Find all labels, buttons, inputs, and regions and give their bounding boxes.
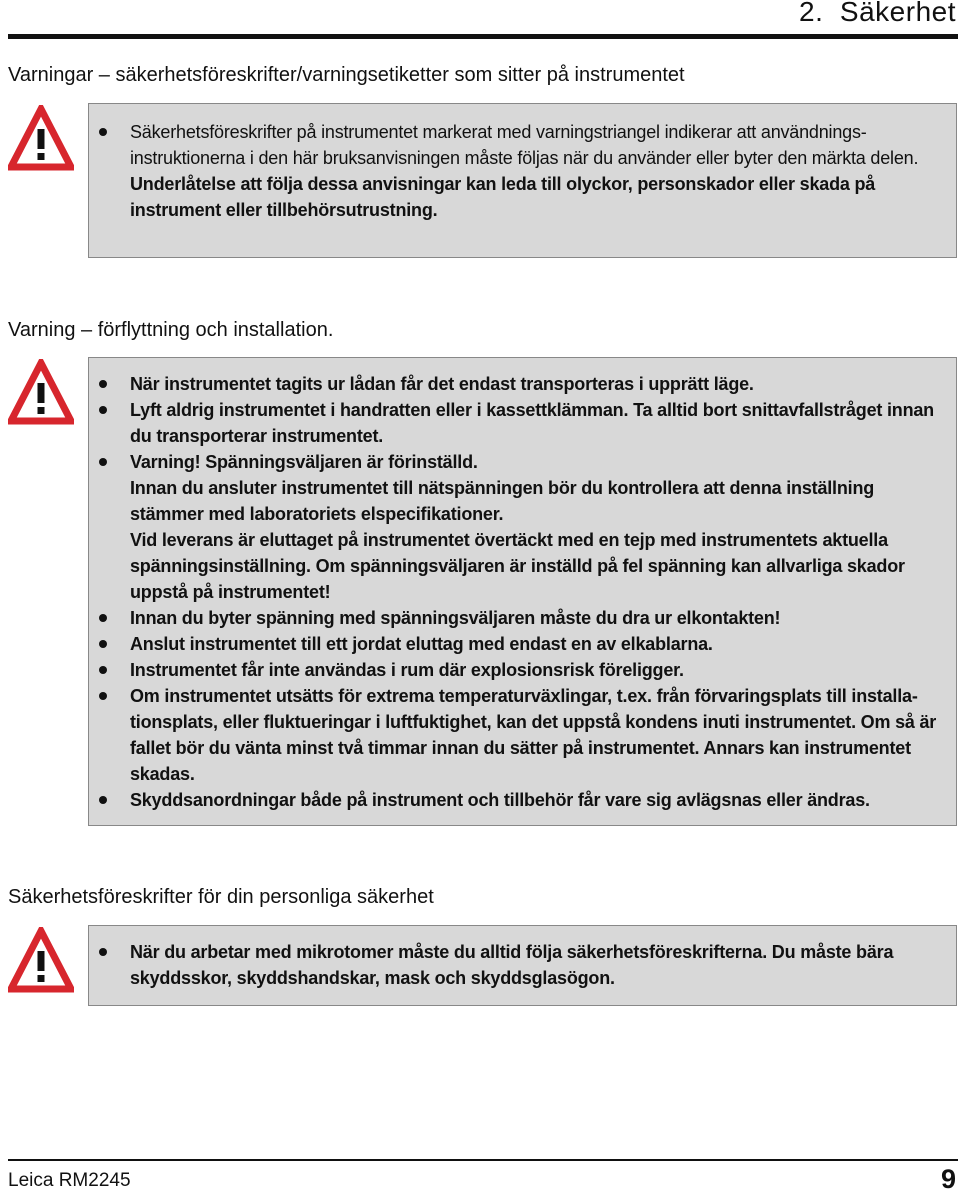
warning-list [89,371,956,813]
list-item: Vid leverans är eluttaget på instrumentet övertäckt med en tejp med instrumentets aktuella spänningsinställning. Om spänningsväljaren är inställd på fel spänning kan allvarliga skador uppstå på instrumentet! [130,530,905,602]
warning-triangle-icon [8,105,74,171]
section-heading: Säkerhetsföreskrifter för din personliga säkerhet [8,886,434,908]
warning-triangle-icon [8,927,74,993]
warning-list [89,119,956,223]
list-item: När du arbetar med mikrotomer måste du alltid följa säkerhetsföreskrifterna. Du måste bära skyddsskor, skyddshandskar, mask och skyddsglasögon. [89,939,956,991]
list-item: Innan du ansluter instrumentet till nätspänningen bör du kontrollera att denna inställning stämmer med laboratoriets elspecifikationer. [130,478,875,524]
list-item: Innan du byter spänning med spänningsväljaren måste du dra ur elkontakten! [89,605,956,631]
list-item: Varning! Spänningsväljaren är förinställd. [89,449,956,475]
list-item: Lyft aldrig instrumentet i handratten eller i kassettklämman. Ta alltid bort snittavfallstråget innan du transporterar instrumentet. [89,397,956,449]
footer-divider [8,1159,958,1161]
footer-product: Leica RM2245 [8,1170,131,1191]
list-item: Säkerhetsföreskrifter på instrumentet markerat med varningstriangel indikerar att användnings-instruktionerna i den här bruksanvisningen måste följas när du använder eller byter den märkta delen. [89,119,956,171]
list-item: Underlåtelse att följa dessa anvisningar kan leda till olyckor, personskador eller skada på instrument eller tillbehörsutrustning. [130,174,876,220]
chapter-title: 2. Säkerhet [799,0,956,27]
warning-box [88,925,957,1006]
warning-list [89,939,956,991]
warning-triangle-icon [8,359,74,425]
list-item: Anslut instrumentet till ett jordat eluttag med endast en av elkablarna. [89,631,956,657]
section-heading: Varningar – säkerhetsföreskrifter/varningsetiketter som sitter på instrumentet [8,64,685,86]
section-heading: Varning – förflyttning och installation. [8,319,334,341]
list-item: När instrumentet tagits ur lådan får det endast transporteras i upprätt läge. [89,371,956,397]
page-number: 9 [940,1164,956,1194]
list-item: Skyddsanordningar både på instrument och tillbehör får vare sig avlägsnas eller ändras. [89,787,956,813]
list-item: Om instrumentet utsätts för extrema temperaturväxlingar, t.ex. från förvaringsplats till installa-tionsplats, eller fluktueringar i luftfuktighet, kan det uppstå kondens inuti instrumentet. Om så är fallet bör du vänta minst två timmar innan du sätter på instrumentet. Annars kan instrumentet skadas. [89,683,956,787]
warning-box [88,357,957,826]
warning-box [88,103,957,258]
header-divider [8,34,958,39]
list-item: Instrumentet får inte användas i rum där explosionsrisk föreligger. [89,657,956,683]
